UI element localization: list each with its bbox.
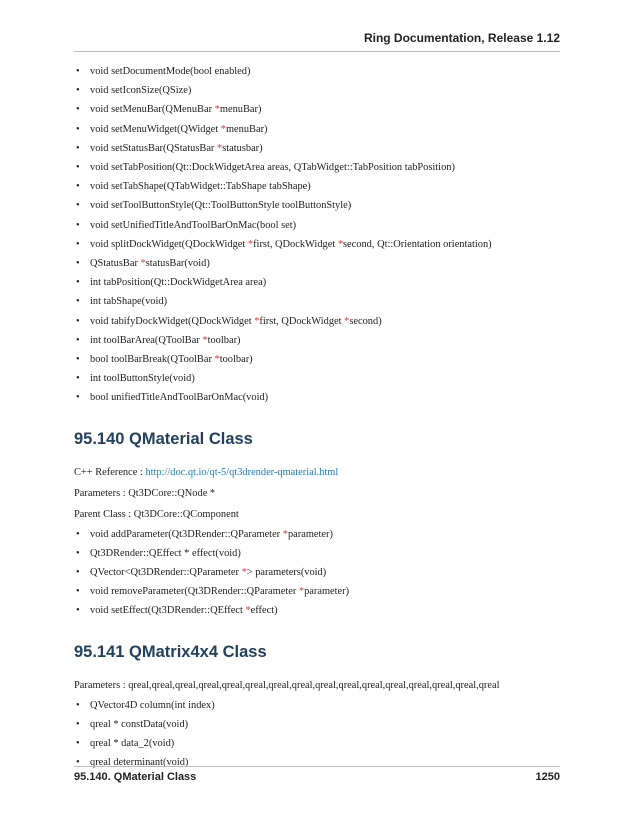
method-text: void setEffect(Qt3DRender::QEffect bbox=[90, 605, 246, 617]
method-text: int tabShape(void) bbox=[90, 296, 168, 308]
bullet-icon: • bbox=[76, 547, 80, 559]
method-text: menuBar) bbox=[219, 104, 262, 116]
bullet-icon: • bbox=[76, 142, 80, 154]
method-text: statusbar) bbox=[222, 142, 263, 154]
method-text: effect) bbox=[250, 605, 278, 617]
method-item bbox=[76, 273, 560, 292]
pointer-star: * bbox=[202, 334, 208, 346]
footer-page-number: 1250 bbox=[535, 771, 560, 783]
method-text: first, QDockWidget bbox=[253, 238, 338, 250]
method-item bbox=[76, 388, 560, 407]
method-text: void setUnifiedTitleAndToolBarOnMac(bool set) bbox=[90, 219, 297, 231]
running-header: Ring Documentation, Release 1.12 bbox=[363, 31, 560, 45]
method-text: parameter) bbox=[304, 586, 350, 598]
bullet-icon: • bbox=[76, 85, 80, 97]
cpp-reference-link[interactable]: http://doc.qt.io/qt-5/qt3drender-qmaterial.html bbox=[145, 466, 339, 478]
method-item bbox=[76, 120, 560, 139]
bullet-icon: • bbox=[76, 605, 80, 617]
bullet-icon: • bbox=[76, 354, 80, 366]
parameters-line: Parameters : Qt3DCore::QNode * bbox=[74, 487, 216, 499]
method-item bbox=[76, 235, 560, 254]
method-item bbox=[76, 601, 560, 620]
method-item bbox=[76, 350, 560, 369]
method-text: qreal determinant(void) bbox=[90, 757, 189, 769]
method-item bbox=[76, 563, 560, 582]
footer-section-title: 95.140. QMaterial Class bbox=[74, 771, 197, 783]
method-text: void addParameter(Qt3DRender::QParameter bbox=[90, 528, 283, 540]
method-item bbox=[76, 62, 560, 81]
bullet-icon: • bbox=[76, 373, 80, 385]
method-text: void setStatusBar(QStatusBar bbox=[90, 142, 217, 154]
bullet-icon: • bbox=[76, 238, 80, 250]
method-item bbox=[76, 81, 560, 100]
method-item bbox=[76, 292, 560, 311]
method-list-qmaterial bbox=[74, 525, 560, 621]
method-text: > parameters(void) bbox=[246, 567, 327, 579]
pointer-star: * bbox=[220, 123, 226, 135]
pointer-star: * bbox=[337, 238, 344, 250]
method-item bbox=[76, 254, 560, 273]
method-item bbox=[76, 139, 560, 158]
method-item bbox=[76, 753, 560, 772]
pointer-star: * bbox=[140, 258, 146, 270]
section-heading-qmaterial: 95.140 QMaterial Class bbox=[74, 429, 253, 448]
method-text: void removeParameter(Qt3DRender::QParameter bbox=[90, 586, 299, 598]
method-item bbox=[76, 734, 560, 753]
bullet-icon: • bbox=[76, 200, 80, 212]
method-item bbox=[76, 582, 560, 601]
cpp-reference bbox=[74, 462, 560, 483]
method-text: toolbar) bbox=[219, 354, 253, 366]
pointer-star: * bbox=[254, 315, 260, 327]
method-item bbox=[76, 331, 560, 350]
method-text: bool toolBarBreak(QToolBar bbox=[90, 354, 215, 366]
bullet-icon: • bbox=[76, 757, 80, 769]
pointer-star: * bbox=[344, 315, 350, 327]
method-item bbox=[76, 312, 560, 331]
bullet-icon: • bbox=[76, 528, 80, 540]
pointer-star: * bbox=[241, 567, 247, 579]
parameters-line-qmatrix: Parameters : qreal,qreal,qreal,qreal,qreal,qreal,qreal,qreal,qreal,qreal,qreal,qreal,qreal,qreal,qreal,qreal bbox=[74, 679, 500, 691]
method-text: statusBar(void) bbox=[145, 258, 210, 270]
method-text: second) bbox=[349, 315, 382, 327]
bullet-icon: • bbox=[76, 104, 80, 116]
bullet-icon: • bbox=[76, 296, 80, 308]
method-text: void setMenuWidget(QWidget bbox=[90, 123, 221, 135]
bullet-icon: • bbox=[76, 277, 80, 289]
bullet-icon: • bbox=[76, 123, 80, 135]
bullet-icon: • bbox=[76, 392, 80, 404]
method-item bbox=[76, 696, 560, 715]
cpp-reference-label: C++ Reference : bbox=[74, 466, 146, 478]
bullet-icon: • bbox=[76, 258, 80, 270]
method-text: QVector<Qt3DRender::QParameter bbox=[90, 567, 242, 579]
method-text: QVector4D column(int index) bbox=[90, 699, 215, 711]
bullet-icon: • bbox=[76, 66, 80, 77]
method-item bbox=[76, 158, 560, 177]
bullet-icon: • bbox=[76, 219, 80, 231]
section-heading-qmatrix4x4: 95.141 QMatrix4x4 Class bbox=[74, 642, 267, 661]
method-text: void setMenuBar(QMenuBar bbox=[90, 104, 215, 116]
method-text: Qt3DRender::QEffect * effect(void) bbox=[90, 547, 241, 559]
pointer-star: * bbox=[217, 142, 223, 154]
bullet-icon: • bbox=[76, 699, 80, 711]
pointer-star: * bbox=[214, 104, 220, 116]
parent-class-line: Parent Class : Qt3DCore::QComponent bbox=[74, 508, 239, 520]
method-item bbox=[76, 216, 560, 235]
bullet-icon: • bbox=[76, 718, 80, 730]
method-text: qreal * data_2(void) bbox=[90, 738, 175, 750]
method-text: void setDocumentMode(bool enabled) bbox=[90, 66, 251, 77]
page-content bbox=[74, 62, 560, 772]
method-text: int toolBarArea(QToolBar bbox=[90, 334, 203, 346]
method-item bbox=[76, 525, 560, 544]
method-text: second, Qt::Orientation orientation) bbox=[343, 238, 492, 250]
method-text: toolbar) bbox=[207, 334, 241, 346]
pointer-star: * bbox=[282, 528, 288, 540]
method-item bbox=[76, 100, 560, 119]
method-text: void setIconSize(QSize) bbox=[90, 85, 192, 97]
method-text: qreal * constData(void) bbox=[90, 718, 189, 730]
method-list-qmainwindow bbox=[74, 62, 560, 408]
method-text: void setTabPosition(Qt::DockWidgetArea areas, QTabWidget::TabPosition tabPosition) bbox=[90, 162, 455, 174]
method-text: first, QDockWidget bbox=[259, 315, 345, 327]
method-text: QStatusBar bbox=[90, 258, 141, 270]
method-item bbox=[76, 544, 560, 563]
pointer-star: * bbox=[298, 586, 305, 598]
bullet-icon: • bbox=[76, 586, 80, 598]
method-text: void setToolButtonStyle(Qt::ToolButtonStyle toolButtonStyle) bbox=[90, 200, 352, 212]
method-text: void tabifyDockWidget(QDockWidget bbox=[90, 315, 255, 327]
pointer-star: * bbox=[247, 238, 254, 250]
method-text: void splitDockWidget(QDockWidget bbox=[90, 238, 248, 250]
bullet-icon: • bbox=[76, 181, 80, 193]
bullet-icon: • bbox=[76, 315, 80, 327]
method-list-qmatrix4x4 bbox=[74, 696, 560, 773]
method-text: int tabPosition(Qt::DockWidgetArea area) bbox=[90, 277, 267, 289]
method-text: parameter) bbox=[287, 528, 333, 540]
method-text: void setTabShape(QTabWidget::TabShape tabShape) bbox=[90, 181, 311, 193]
method-text: bool unifiedTitleAndToolBarOnMac(void) bbox=[90, 392, 269, 404]
method-item bbox=[76, 369, 560, 388]
method-item bbox=[76, 196, 560, 215]
method-text: int toolButtonStyle(void) bbox=[90, 373, 195, 385]
footer-rule bbox=[74, 766, 560, 767]
method-item bbox=[76, 177, 560, 196]
header-rule bbox=[74, 51, 560, 52]
method-item bbox=[76, 715, 560, 734]
bullet-icon: • bbox=[76, 567, 80, 579]
pointer-star: * bbox=[214, 354, 220, 366]
bullet-icon: • bbox=[76, 738, 80, 750]
method-text: menuBar) bbox=[225, 123, 268, 135]
bullet-icon: • bbox=[76, 162, 80, 174]
bullet-icon: • bbox=[76, 334, 80, 346]
pointer-star: * bbox=[245, 605, 251, 617]
